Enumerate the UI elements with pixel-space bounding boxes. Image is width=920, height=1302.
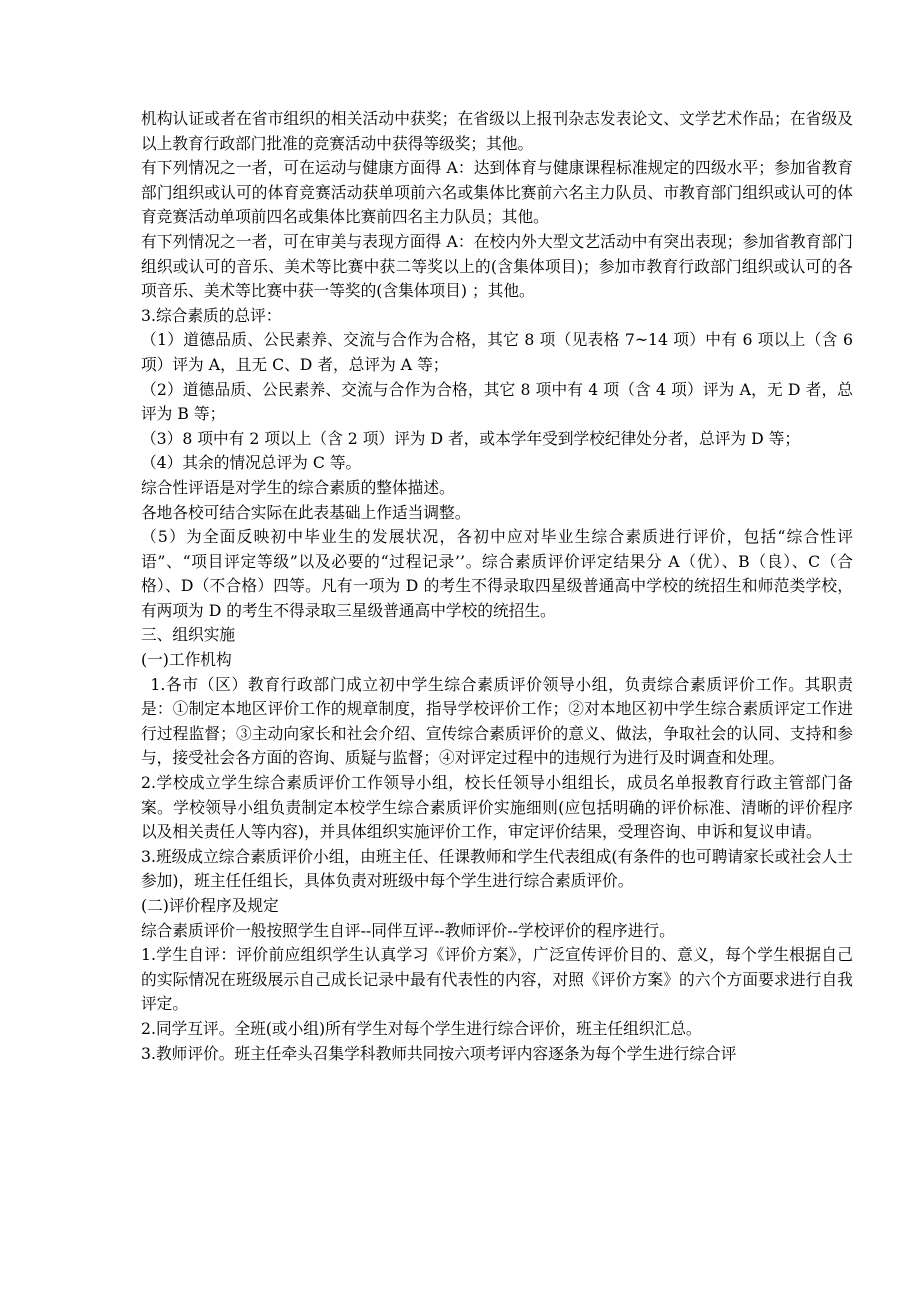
rule-grade-a: （1）道德品质、公民素养、交流与合作为合格，其它 8 项（见表格 7~14 项）中有 6 项以上（含 6 项）评为 A，且无 C、D 者，总评为 A 等； bbox=[141, 330, 853, 374]
paragraph-city-leading-group: 1.各市（区）教育行政部门成立初中学生综合素质评价领导小组，负责综合素质评价工作。其职责是：①制定本地区评价工作的规章制度，指导学校评价工作；②对本地区初中学生综合素质评定工作进行过程监督；③主动向家长和社会介绍、宣传综合素质评价的意义、做法，争取社会的认同、支持和参与，接受社会各方面的咨询、质疑与监督；④对评定过程中的违规行为进行及时调查和处理。 bbox=[141, 674, 853, 768]
heading-overall-evaluation: 3.综合素质的总评： bbox=[141, 305, 282, 325]
heading-evaluation-procedure: (二)评价程序及规定 bbox=[141, 896, 279, 915]
rule-graduate-evaluation: （5）为全面反映初中毕业生的发展状况，各初中应对毕业生综合素质进行评价，包括“综合性评语”、“项目评定等级”以及必要的“过程记录’’。综合素质评价评定结果分 A（优）、B（良）、C（合格）、D（不合格）四等。凡有一项为 D 的考生不得录取四星级普通高中学校的统招生和师范类学校，有两项为 D 的考生不得录取三星级普通高中学校的统招生。 bbox=[141, 527, 853, 620]
rule-grade-c: （4）其余的情况总评为 C 等。 bbox=[141, 453, 362, 473]
paragraph-class-evaluation-group: 3.班级成立综合素质评价小组，由班主任、任课教师和学生代表组成(有条件的也可聘请家长或社会人士参加)，班主任任组长，具体负责对班级中每个学生进行综合素质评价。 bbox=[141, 846, 853, 891]
paragraph-awards: 机构认证或者在省市组织的相关活动中获奖；在省级以上报刊杂志发表论文、文学艺术作品；在省级及以上教育行政部门批准的竞赛活动中获得等级奖；其他。 bbox=[141, 109, 853, 153]
rule-grade-d: （3）8 项中有 2 项以上（含 2 项）评为 D 者，或本学年受到学校纪律处分者，总评为 D 等； bbox=[141, 428, 801, 448]
paragraph-aesthetics-a: 有下列情况之一者，可在审美与表现方面得 A：在校内外大型文艺活动中有突出表现；参加省教育部门组织或认可的音乐、美术等比赛中获二等奖以上的(含集体项目)；参加市教育行政部门组织或认可的各项音乐、美术等比赛中获一等奖的(含集体项目) ；其他。 bbox=[141, 231, 853, 301]
paragraph-procedure-order: 综合素质评价一般按照学生自评--同伴互评--教师评价--学校评价的程序进行。 bbox=[141, 920, 675, 940]
document-page bbox=[141, 107, 853, 1066]
paragraph-teacher-evaluation: 3.教师评价。班主任牵头召集学科教师共同按六项考评内容逐条为每个学生进行综合评 bbox=[141, 1043, 737, 1063]
paragraph-sports-health-a: 有下列情况之一者，可在运动与健康方面得 A：达到体育与健康课程标准规定的四级水平；参加省教育部门组织或认可的体育竞赛活动获单项前六名或集体比赛前六名主力队员、市教育部门组织或认可的体育竞赛活动单项前四名或集体比赛前四名主力队员；其他。 bbox=[141, 158, 853, 227]
paragraph-comprehensive-comment: 综合性评语是对学生的综合素质的整体描述。 bbox=[141, 477, 455, 497]
heading-work-institution: (一)工作机构 bbox=[141, 650, 232, 670]
paragraph-self-evaluation: 1.学生自评：评价前应组织学生认真学习《评价方案》，广泛宣传评价目的、意义，每个学生根据自己的实际情况在班级展示自己成长记录中最有代表性的内容，对照《评价方案》的六个方面要求进行自我评定。 bbox=[141, 945, 853, 1014]
paragraph-school-leading-group: 2.学校成立学生综合素质评价工作领导小组，校长任领导小组组长，成员名单报教育行政主管部门备案。学校领导小组负责制定本校学生综合素质评价实施细则(应包括明确的评价标准、清晰的评价程序以及相关责任人等内容)，并具体组织实施评价工作，审定评价结果，受理咨询、申诉和复议申请。 bbox=[141, 773, 853, 842]
rule-grade-b: （2）道德品质、公民素养、交流与合作为合格，其它 8 项中有 4 项（含 4 项）评为 A，无 D 者，总评为 B 等； bbox=[141, 379, 853, 424]
paragraph-local-adjustment: 各地各校可结合实际在此表基础上作适当调整。 bbox=[141, 502, 471, 522]
heading-organization: 三、组织实施 bbox=[141, 625, 236, 645]
paragraph-peer-evaluation: 2.同学互评。全班(或小组)所有学生对每个学生进行综合评价，班主任组织汇总。 bbox=[141, 1018, 702, 1038]
